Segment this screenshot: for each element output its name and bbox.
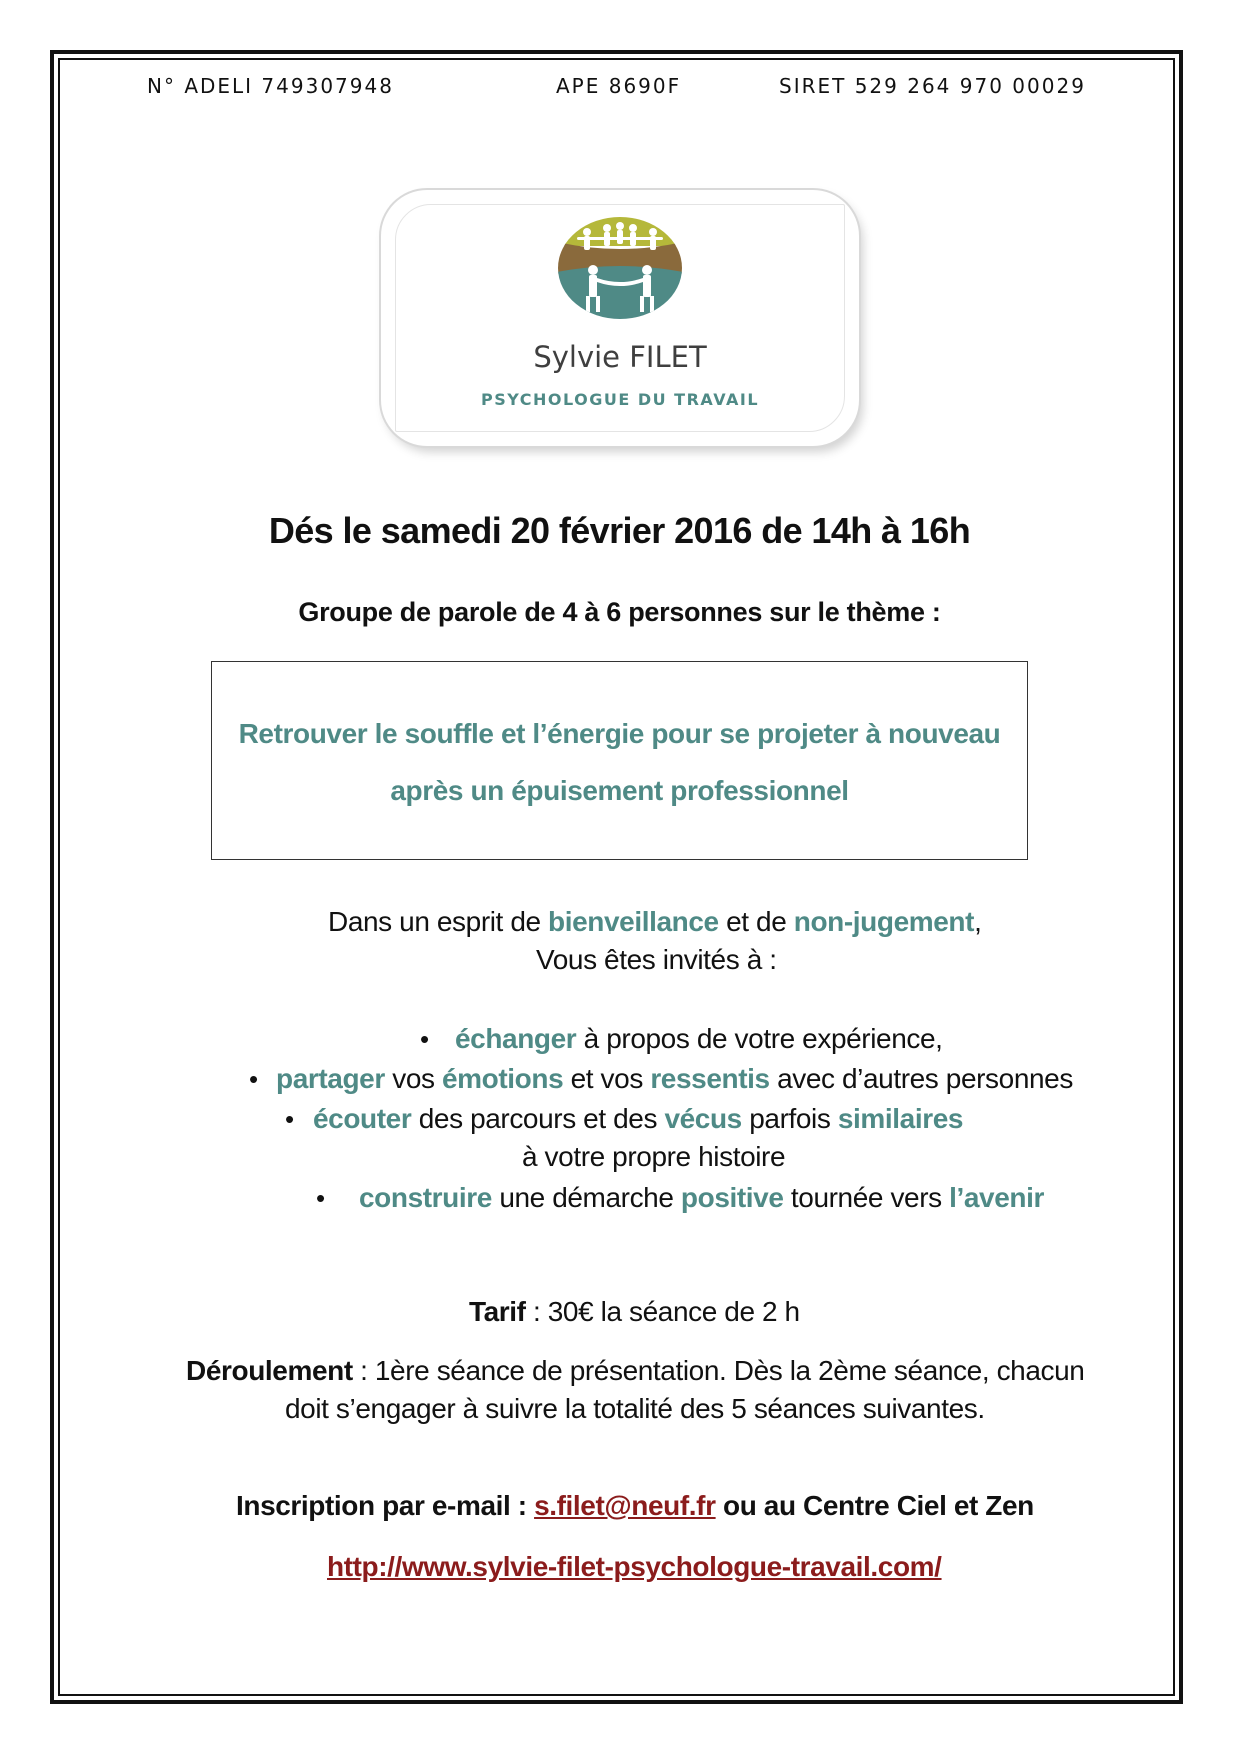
email-link[interactable]: s.filet@neuf.fr	[534, 1490, 716, 1521]
bullet-icon: •	[285, 1104, 295, 1134]
list-item-text: vos	[384, 1063, 442, 1094]
bullet-icon: •	[420, 1024, 430, 1054]
list-item	[276, 1063, 1073, 1095]
list-item	[455, 1023, 943, 1055]
keyword: similaires	[837, 1103, 964, 1134]
bullet-icon: •	[249, 1064, 259, 1094]
theme-line-2: après un épuisement professionnel	[390, 775, 849, 806]
deroulement-line-2: doit s’engager à suivre la totalité des 5 séances suivantes.	[285, 1393, 985, 1424]
keyword: ressentis	[650, 1063, 770, 1094]
list-item-continuation: à votre propre histoire	[522, 1141, 786, 1172]
keyword: émotions	[441, 1063, 564, 1094]
list-item-text: à propos de votre expérience,	[576, 1023, 943, 1054]
logo-card	[381, 190, 859, 446]
keyword: vécus	[664, 1103, 742, 1134]
deroulement-label: Déroulement	[186, 1355, 353, 1386]
list-item-text: et vos	[563, 1063, 651, 1094]
list-item	[313, 1103, 963, 1135]
website-link[interactable]: http://www.sylvie-filet-psychologue-travail.com/	[327, 1551, 942, 1582]
inscription-label: Inscription par e-mail :	[236, 1490, 535, 1521]
keyword-bienveillance: bienveillance	[548, 906, 719, 937]
siret-number: SIRET 529 264 970 00029	[779, 74, 1086, 98]
list-item-text: des parcours et des	[411, 1103, 665, 1134]
keyword: partager	[276, 1063, 385, 1094]
website-line	[327, 1551, 942, 1583]
keyword: écouter	[313, 1103, 412, 1134]
keyword: positive	[680, 1182, 784, 1213]
intro-line-2: Vous êtes invités à :	[536, 944, 777, 975]
tarif-label: Tarif	[469, 1296, 526, 1327]
logo-subtitle: PSYCHOLOGUE DU TRAVAIL	[480, 390, 760, 409]
list-item-text: avec d’autres personnes	[769, 1063, 1073, 1094]
event-date: Dés le samedi 20 février 2016 de 14h à 16h	[268, 510, 971, 551]
keyword: construire	[359, 1182, 492, 1213]
intro-text: et de	[718, 906, 794, 937]
logo-name: Sylvie FILET	[533, 340, 707, 374]
list-item-text: une démarche	[491, 1182, 681, 1213]
bullet-icon: •	[316, 1183, 326, 1213]
keyword-non-jugement: non-jugement	[793, 906, 975, 937]
keyword: échanger	[455, 1023, 577, 1054]
deroulement-line-1	[186, 1355, 1084, 1387]
deroulement-text: : 1ère séance de présentation. Dès la 2ème séance, chacun	[352, 1355, 1085, 1386]
inscription-line	[236, 1490, 1034, 1522]
list-item	[359, 1182, 1044, 1214]
theme-box	[211, 661, 1028, 860]
intro-line-1	[328, 906, 981, 938]
group-description: Groupe de parole de 4 à 6 personnes sur le thème :	[298, 597, 941, 627]
intro-text: ,	[974, 906, 982, 937]
people-circle-logo-icon	[557, 216, 683, 320]
theme-line-1: Retrouver le souffle et l’énergie pour se projeter à nouveau	[238, 718, 1001, 749]
list-item-text: parfois	[741, 1103, 838, 1134]
keyword: l’avenir	[949, 1182, 1044, 1213]
tarif-line	[469, 1296, 800, 1328]
tarif-value: : 30€ la séance de 2 h	[525, 1296, 800, 1327]
ape-code: APE 8690F	[556, 74, 682, 98]
list-item-text: tournée vers	[783, 1182, 950, 1213]
adeli-number: N° ADELI 749307948	[147, 74, 394, 98]
inscription-location: ou au Centre Ciel et Zen	[715, 1490, 1034, 1521]
intro-text: Dans un esprit de	[328, 906, 549, 937]
